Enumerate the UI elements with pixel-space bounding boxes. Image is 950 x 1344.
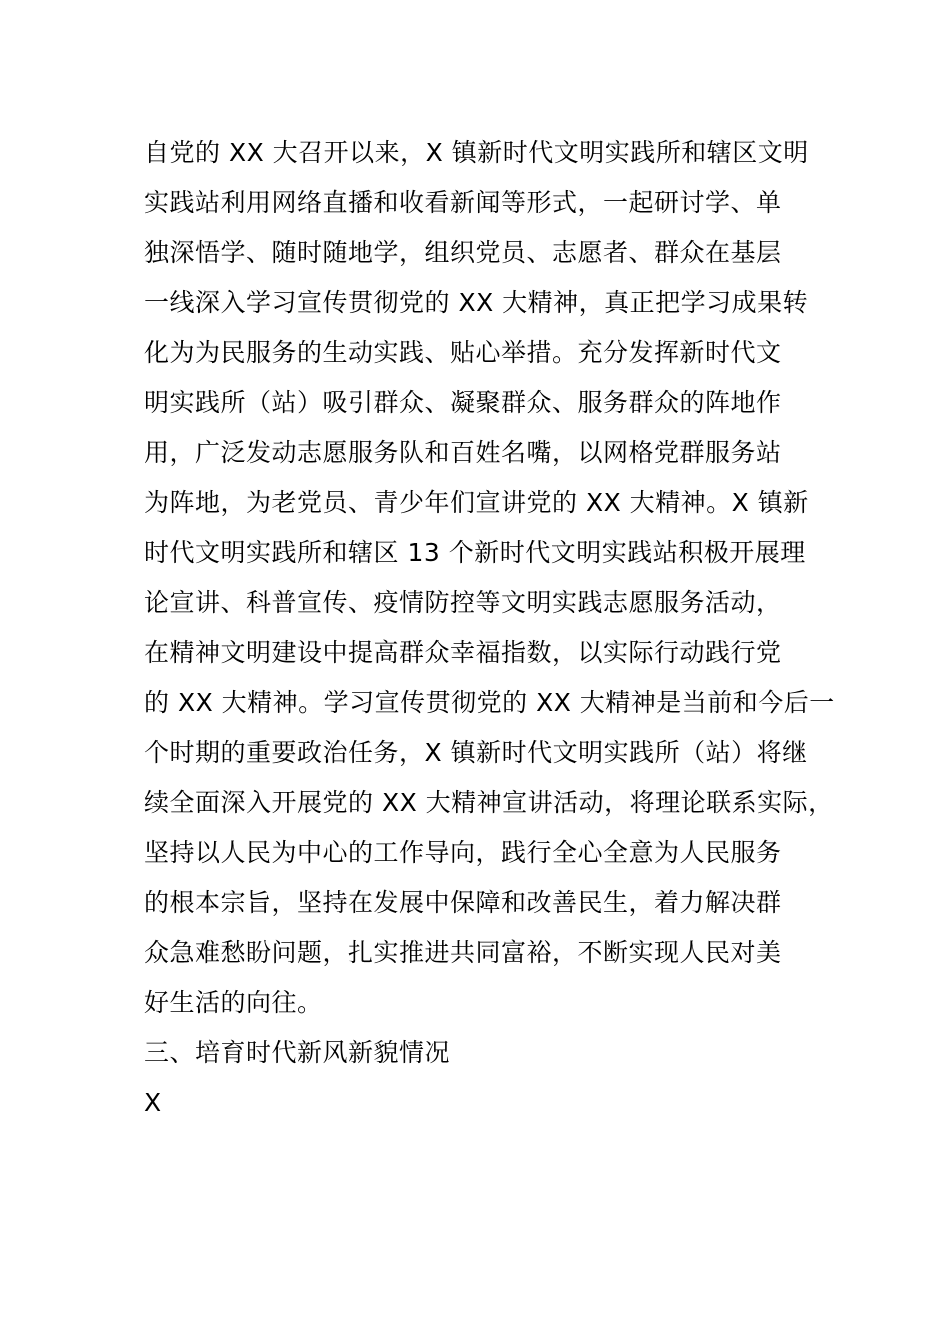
text-line: 的根本宗旨，坚持在发展中保障和改善民生，着力解决群 [144,888,782,917]
text-line: 个时期的重要政治任务，X 镇新时代文明实践所（站）将继 [144,738,808,767]
document-body [144,128,844,1128]
text-line: 续全面深入开展党的 XX 大精神宣讲活动，将理论联系实际， [144,788,834,817]
text-line: 用，广泛发动志愿服务队和百姓名嘴，以网格党群服务站 [144,438,782,467]
text-line: 众急难愁盼问题，扎实推进共同富裕，不断实现人民对美 [144,938,782,967]
text-line: 独深悟学、随时随地学，组织党员、志愿者、群众在基层 [144,238,782,267]
text-line: 论宣讲、科普宣传、疫情防控等文明实践志愿服务活动， [144,588,782,617]
text-line: 的 XX 大精神。学习宣传贯彻党的 XX 大精神是当前和今后一 [144,688,835,717]
text-line: 实践站利用网络直播和收看新闻等形式，一起研讨学、单 [144,188,782,217]
text-line: 明实践所（站）吸引群众、凝聚群众、服务群众的阵地作 [144,388,782,417]
text-line: 时代文明实践所和辖区 13 个新时代文明实践站积极开展理 [144,538,806,567]
text-line: 在精神文明建设中提高群众幸福指数，以实际行动践行党 [144,638,782,667]
text-line: 好生活的向往。 [144,988,323,1017]
text-line: 化为为民服务的生动实践、贴心举措。充分发挥新时代文 [144,338,782,367]
text-line: 为阵地，为老党员、青少年们宣讲党的 XX 大精神。X 镇新 [144,488,809,517]
text-line: 自党的 XX 大召开以来，X 镇新时代文明实践所和辖区文明 [144,138,809,167]
section-heading: 三、培育时代新风新貌情况 [144,1038,451,1067]
text-line: X [144,1088,162,1117]
text-line: 坚持以人民为中心的工作导向，践行全心全意为人民服务 [144,838,782,867]
text-line: 一线深入学习宣传贯彻党的 XX 大精神，真正把学习成果转 [144,288,809,317]
